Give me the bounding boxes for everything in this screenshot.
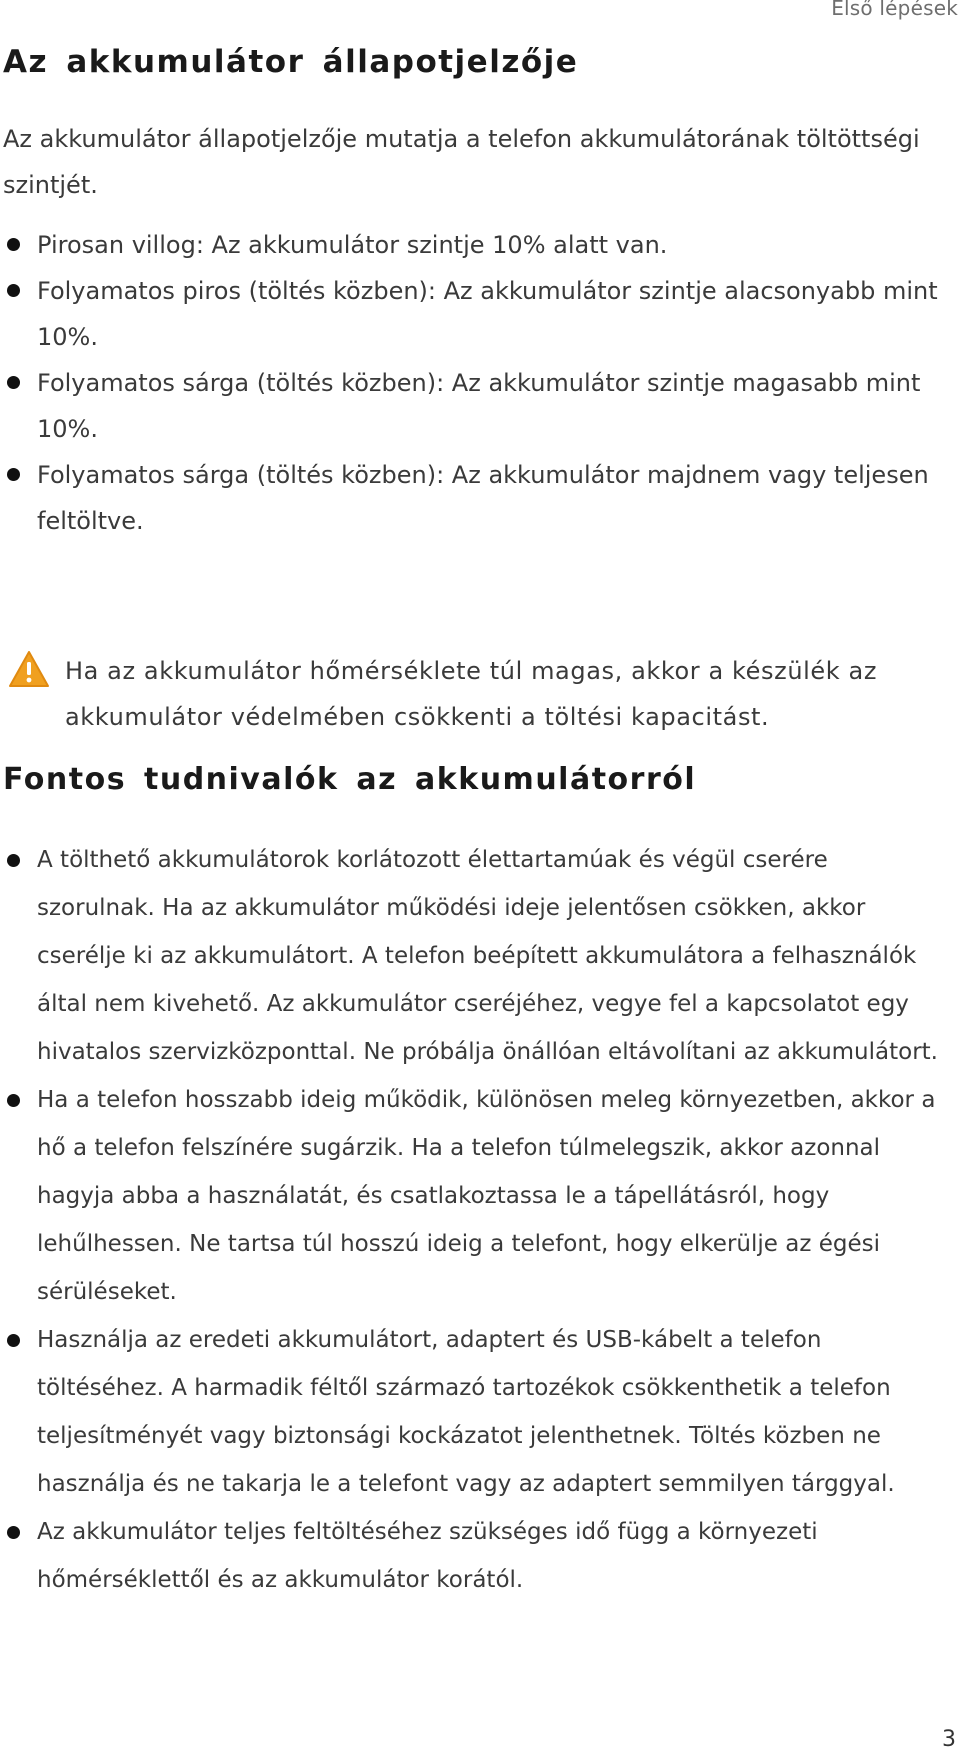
list-item-text: Pirosan villog: Az akkumulátor szintje 10% alatt van. [37,231,668,259]
indicator-status-list [0,222,950,544]
list-item [0,1316,950,1508]
warning-note [8,648,953,740]
warning-triangle-icon [8,650,50,688]
bullet-icon [7,1526,20,1539]
section-title-battery-indicator: Az akkumulátor állapotjelzője [3,44,579,80]
battery-info-list [0,836,950,1604]
list-item [0,1508,950,1604]
warning-text: Ha az akkumulátor hőmérséklete túl magas, akkor a készülék az akkumulátor védelmében csökkenti a töltési kapacitást. [65,657,878,731]
list-item-text: Folyamatos piros (töltés közben): Az akkumulátor szintje alacsonyabb mint 10%. [37,277,938,351]
list-item [0,222,950,268]
bullet-icon [7,854,20,867]
list-item-text: Az akkumulátor teljes feltöltéséhez szükséges idő függ a környezeti hőmérséklettől és az akkumulátor korától. [37,1519,818,1593]
intro-paragraph: Az akkumulátor állapotjelzője mutatja a telefon akkumulátorának töltöttségi szintjét. [3,125,920,199]
bullet-icon [7,376,20,389]
running-header: Első lépések [831,0,958,20]
list-item-text: Ha a telefon hosszabb ideig működik, különösen meleg környezetben, akkor a hő a telefon felszínére sugárzik. Ha a telefon túlmelegszik, akkor azonnal hagyja abba a használatát, és csatlakoztassa le a tápellátásról, hogy lehűlhessen. Ne tartsa túl hosszú ideig a telefont, hogy elkerülje az égési sérüléseket. [37,1087,936,1305]
section-title-battery-info: Fontos tudnivalók az akkumulátorról [3,762,697,797]
list-item [0,268,950,360]
list-item-text: A tölthető akkumulátorok korlátozott élettartamúak és végül cserére szorulnak. Ha az akkumulátor működési ideje jelentősen csökken, akkor cserélje ki az akkumulátort. A telefon beépített akkumulátora a felhasználók által nem kivehető. Az akkumulátor cseréjéhez, vegye fel a kapcsolatot egy hivatalos szervizközponttal. Ne próbálja önállóan eltávolítani az akkumulátort. [37,847,938,1065]
list-item-text: Folyamatos sárga (töltés közben): Az akkumulátor szintje magasabb mint 10%. [37,369,921,443]
list-item-text: Használja az eredeti akkumulátort, adaptert és USB-kábelt a telefon töltéséhez. A harmadik féltől származó tartozékok csökkenthetik a telefon teljesítményét vagy biztonsági kockázatot jelenthetnek. Töltés közben ne használja és ne takarja le a telefont vagy az adaptert semmilyen tárggyal. [37,1327,895,1497]
bullet-icon [7,468,20,481]
list-item [0,836,950,1076]
bullet-icon [7,1094,20,1107]
bullet-icon [7,238,20,251]
page-number: 3 [942,1727,956,1752]
bullet-icon [7,1334,20,1347]
bullet-icon [7,284,20,297]
list-item [0,452,950,544]
list-item [0,1076,950,1316]
list-item-text: Folyamatos sárga (töltés közben): Az akkumulátor majdnem vagy teljesen feltöltve. [37,461,929,535]
list-item [0,360,950,452]
